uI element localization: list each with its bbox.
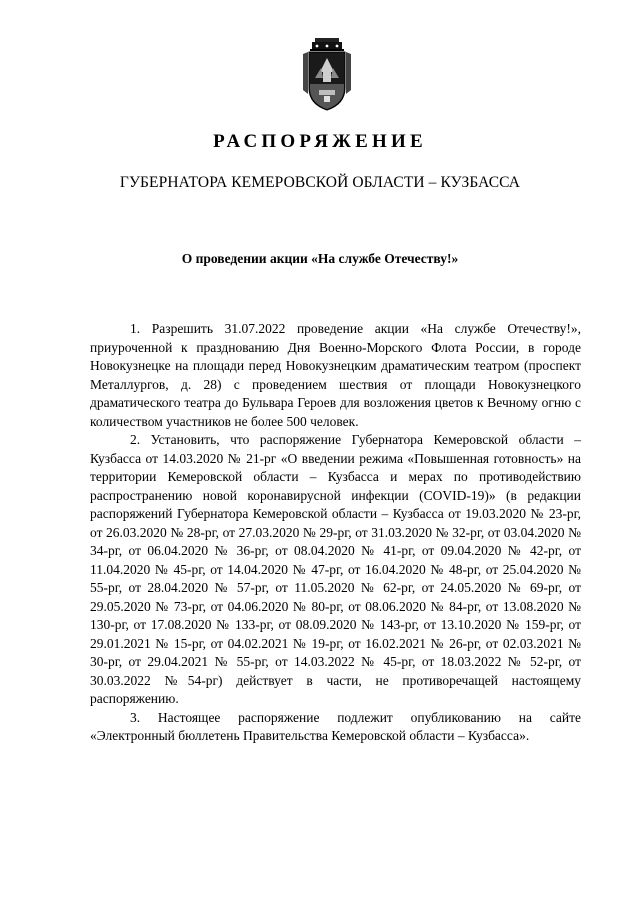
document-title: РАСПОРЯЖЕНИЕ [213, 131, 427, 152]
paragraph-2: 2. Установить, что распоряжение Губернатора Кемеровской области – Кузбасса от 14.03.2020 № 21-рг «О введении режима «Повышенная готовность» на территории Кемеровской области – Кузбасса и мерах по противодействию распространению новой коронавирусной инфекции (COVID-19)» (в редакции распоряжений Губернатора Кемеровской области – Кузбасса от 19.03.2020 № 23-рг, от 26.03.2020 № 28-рг, от 27.03.2020 № 29-рг, от 31.03.2020 № 32-рг, от 03.04.2020 № 34-рг, от 06.04.2020 № 36-рг, от 08.04.2020 № 41-рг, от 09.04.2020 № 42-рг, от 11.04.2020 № 45-рг, от 14.04.2020 № 47-рг, от 16.04.2020 № 48-рг, от 25.04.2020 № 55-рг, от 28.04.2020 № 57-рг, от 11.05.2020 № 62-рг, от 24.05.2020 № 69-рг, от 29.05.2020 № 73-рг, от 04.06.2020 № 80-рг, от 08.06.2020 № 84-рг, от 13.08.2020 № 130-рг, от 17.08.2020 № 133-рг, от 08.09.2020 № 143-рг, от 13.10.2020 № 159-рг, от 29.01.2021 № 15-рг, от 04.02.2021 № 19-рг, от 16.02.2021 № 26-рг, от 02.03.2021 № 30-рг, от 29.04.2021 № 55-рг, от 14.03.2022 № 45-рг, от 18.03.2022 № 52-рг, от 30.03.2022 №54-рг) действует в части, не противоречащей настоящему распоряжению. [90, 432, 581, 706]
issuer-subtitle: ГУБЕРНАТОРА КЕМЕРОВСКОЙ ОБЛАСТИ – КУЗБАССА [119, 174, 521, 191]
paragraph-1: 1. Разрешить 31.07.2022 проведение акции «На службе Отечеству!», приуроченной к празднованию Дня Военно-Морского Флота России, в городе Новокузнецке на площади перед Новокузнецким драматическим театром (проспект Металлургов, д. 28) с проведением шествия от площади Новокузнецкого драматического театра до Бульвара Героев для возложения цветов к Вечному огню с количеством участников не более 500 человек. [90, 321, 581, 429]
document-body [90, 320, 581, 746]
paragraph-3: 3. Настоящее распоряжение подлежит опубликованию на сайте «Электронный бюллетень Правительства Кемеровской области – Кузбасса». [90, 709, 581, 743]
coat-of-arms-emblem [301, 38, 353, 112]
document-heading: О проведении акции «На службе Отечеству!» [181, 251, 459, 266]
